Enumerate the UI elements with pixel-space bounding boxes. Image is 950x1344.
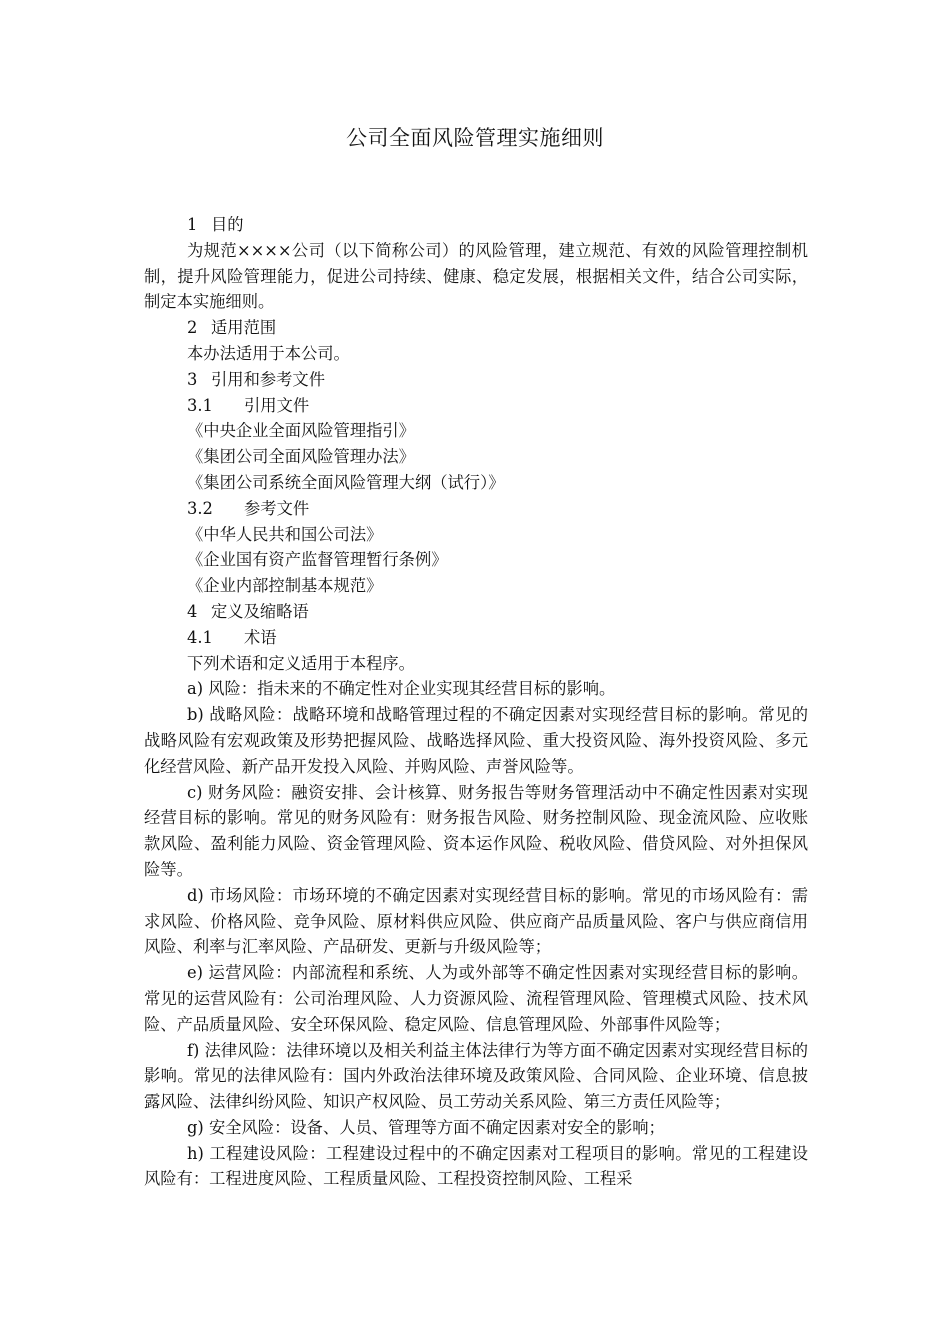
definition-item-f: f) 法律风险：法律环境以及相关利益主体法律行为等方面不确定因素对实现经营目标的影响。常见的法律风险有：国内外政治法律环境及政策风险、合同风险、企业环境、信息披露风险、法律纠纷风险、知识产权风险、员工劳动关系风险、第三方责任风险等； <box>144 1040 808 1112</box>
section-number: 4 <box>187 601 198 621</box>
section-number: 1 <box>187 215 198 234</box>
cited-reference-item: 《集团公司全面风险管理办法》 <box>187 447 415 467</box>
subsection-heading-3-1 <box>144 393 808 419</box>
subsection-heading-3-2 <box>144 496 808 522</box>
subsection-number: 4.1 <box>187 627 213 647</box>
cited-reference-item: 《集团公司系统全面风险管理大纲（试行）》 <box>187 472 505 492</box>
subsection-title: 参考文件 <box>244 498 310 518</box>
section-heading-4 <box>144 599 808 625</box>
subsection-title: 术语 <box>244 627 277 647</box>
terms-intro: 下列术语和定义适用于本程序。 <box>187 653 415 673</box>
reference-item: 《中华人民共和国公司法》 <box>187 524 383 544</box>
document-body <box>144 212 808 1192</box>
subsection-number: 3.1 <box>187 395 213 415</box>
section-heading-1 <box>144 212 808 238</box>
section-number: 2 <box>187 318 198 338</box>
purpose-paragraph: 为规范××××公司（以下简称公司）的风险管理，建立规范、有效的风险管理控制机制，提升风险管理能力，促进公司持续、健康、稳定发展，根据相关文件，结合公司实际，制定本实施细则。 <box>144 240 808 312</box>
section-title: 目的 <box>211 215 244 234</box>
subsection-heading-4-1 <box>144 625 808 651</box>
definition-item-g: g) 安全风险：设备、人员、管理等方面不确定因素对安全的影响； <box>187 1117 665 1137</box>
section-title: 适用范围 <box>211 318 277 338</box>
subsection-number: 3.2 <box>187 498 213 518</box>
definition-item-b: b) 战略风险：战略环境和战略管理过程的不确定因素对实现经营目标的影响。常见的战略风险有宏观政策及形势把握风险、战略选择风险、重大投资风险、海外投资风险、多元化经营风险、新产品开发投入风险、并购风险、声誉风险等。 <box>144 705 808 776</box>
document-title: 公司全面风险管理实施细则 <box>346 126 604 150</box>
cited-reference-item: 《中央企业全面风险管理指引》 <box>187 421 415 441</box>
section-heading-3 <box>144 367 808 393</box>
section-number: 3 <box>187 369 198 389</box>
reference-item: 《企业国有资产监督管理暂行条例》 <box>187 550 448 570</box>
section-title: 引用和参考文件 <box>211 369 325 389</box>
definition-item-e: e) 运营风险：内部流程和系统、人为或外部等不确定性因素对实现经营目标的影响。常见的运营风险有：公司治理风险、人力资源风险、流程管理风险、管理模式风险、技术风险、产品质量风险、安全环保风险、稳定风险、信息管理风险、外部事件风险等； <box>144 963 808 1034</box>
definition-item-a: a) 风险：指未来的不确定性对企业实现其经营目标的影响。 <box>187 679 616 699</box>
section-heading-2 <box>144 315 808 341</box>
definition-item-c: c) 财务风险：融资安排、会计核算、财务报告等财务管理活动中不确定性因素对实现经营目标的影响。常见的财务风险有：财务报告风险、财务控制风险、现金流风险、应收账款风险、盈利能力风险、资金管理风险、资本运作风险、税收风险、借贷风险、对外担保风险等。 <box>144 782 808 879</box>
section-title: 定义及缩略语 <box>211 601 309 621</box>
definition-item-h: h) 工程建设风险：工程建设过程中的不确定因素对工程项目的影响。常见的工程建设风险有：工程进度风险、工程质量风险、工程投资控制风险、工程采 <box>144 1143 808 1189</box>
reference-item: 《企业内部控制基本规范》 <box>187 576 383 596</box>
subsection-title: 引用文件 <box>244 395 310 415</box>
scope-paragraph: 本办法适用于本公司。 <box>187 343 350 363</box>
definition-item-d: d) 市场风险：市场环境的不确定因素对实现经营目标的影响。常见的市场风险有：需求风险、价格风险、竞争风险、原材料供应风险、供应商产品质量风险、客户与供应商信用风险、利率与汇率风险、产品研发、更新与升级风险等； <box>144 885 808 957</box>
